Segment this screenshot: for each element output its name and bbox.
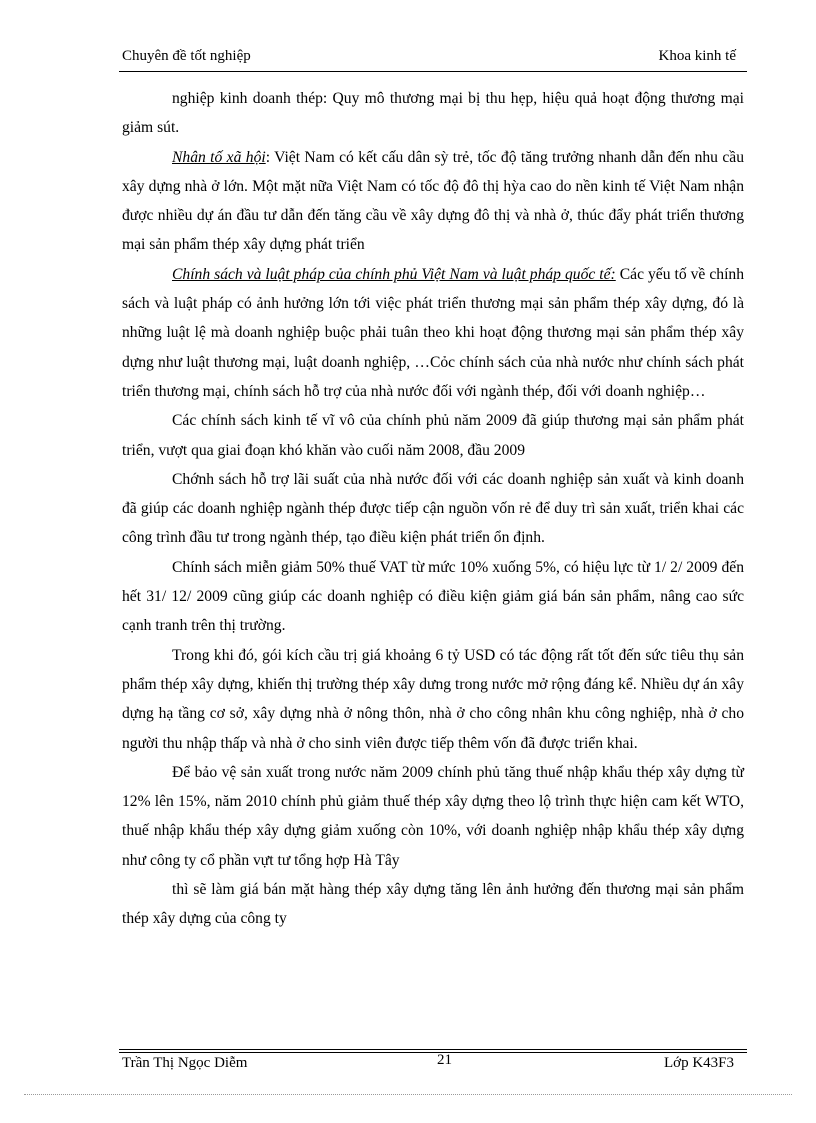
paragraph — [122, 758, 744, 875]
footer-rule-bottom — [119, 1052, 747, 1053]
page-header — [122, 48, 744, 70]
paragraph-text: nghiệp kinh doanh thép: Quy mô thương mại bị thu hẹp, hiệu quả hoạt động thương mại giảm sút. — [122, 90, 744, 137]
paragraph-text: Chính sách miễn giảm 50% thuế VAT từ mức 10% xuống 5%, có hiệu lực từ 1/ 2/ 2009 đến hết 31/ 12/ 2009 cũng giúp các doanh nghiệp có điều kiện giảm giá bán sản phẩm, nâng cao sức cạnh tranh trên thị trường. — [122, 558, 744, 635]
header-rule — [119, 71, 747, 72]
paragraph — [122, 406, 744, 465]
page-footer — [122, 1052, 744, 1077]
page-number: 21 — [437, 1052, 452, 1068]
header-right-text: Khoa kinh tế — [658, 48, 736, 64]
paragraph — [122, 641, 744, 758]
paragraph-text: : Việt Nam có kết cấu dân sỳ trẻ, tốc độ tăng trưởng nhanh dẫn đến nhu cầu xây dựng nhà ở lớn. Một mặt nữa Việt Nam có tốc độ đô thị hỳa cao do nền kinh tế Việt Nam nhận được nhiều dự án đầu tư dẫn đến tăng cầu về xây dựng đô thị và nhà ở, thúc đẩy phát triển thương mại sản phẩm thép xây dựng phát triển — [122, 148, 744, 254]
paragraph-text: Các chính sách kinh tế vĩ vô của chính phủ năm 2009 đã giúp thương mại sản phẩm phát triển, vượt qua giai đoạn khó khăn vào cuối năm 2008, đầu 2009 — [122, 412, 744, 459]
paragraph — [122, 465, 744, 553]
header-left-text: Chuyên đề tốt nghiệp — [122, 48, 251, 64]
paragraph — [122, 143, 744, 260]
paragraph-text: Chớnh sách hỗ trợ lãi suất của nhà nước đối với các doanh nghiệp sản xuất và kinh doanh đã giúp các doanh nghiệp ngành thép được tiếp cận nguồn vốn rẻ để duy trì sản xuất, triển khai các công trình đầu tư trong ngành thép, tạo điều kiện phát triển ổn định. — [122, 470, 744, 547]
paragraph — [122, 553, 744, 641]
paragraph-lead: Nhân tố xã hội — [172, 148, 266, 166]
paragraph — [122, 875, 744, 934]
paragraph — [122, 84, 744, 143]
paragraph-lead: Chính sách và luật pháp của chính phủ Việt Nam và luật pháp quốc tế: — [172, 265, 616, 283]
paragraph-text: Để bảo vệ sản xuất trong nước năm 2009 chính phủ tăng thuế nhập khẩu thép xây dựng từ 12% lên 15%, năm 2010 chính phủ giảm thuế thép xây dựng theo lộ trình thực hiện cam kết WTO, thuế nhập khẩu thép xây dựng giảm xuống còn 10%, với doanh nghiệp nhập khẩu thép xây dựng như công ty cổ phần vựt tư tổng hợp Hà Tây — [122, 763, 744, 869]
paragraph — [122, 260, 744, 406]
body-text — [122, 84, 744, 934]
page-boundary-divider — [24, 1094, 792, 1095]
paragraph-text: thì sẽ làm giá bán mặt hàng thép xây dựng tăng lên ảnh hưởng đến thương mại sản phẩm thép xây dựng của công ty — [122, 881, 744, 928]
footer-class: Lớp K43F3 — [663, 1055, 734, 1071]
footer-rule-top — [119, 1049, 747, 1050]
footer-author: Trần Thị Ngọc Diễm — [122, 1055, 248, 1071]
paragraph-text: Các yếu tố về chính sách và luật pháp có ảnh hưởng lớn tới việc phát triển thương mại sản phẩm thép xây dựng, đó là những luật lệ mà doanh nghiệp buộc phải tuân theo khi hoạt động thương mại sản phẩm thép xây dựng như luật thương mại, luật doanh nghiệp, …Cỏc chính sách của nhà nước như chính sách phát triển thương mại, chính sách hỗ trợ của nhà nước đối với ngành thép, đối với doanh nghiệp… — [122, 265, 744, 400]
paragraph-text: Trong khi đó, gói kích cầu trị giá khoảng 6 tỷ USD có tác động rất tốt đến sức tiêu thụ sản phẩm thép xây dựng, khiến thị trường thép xây dưng trong nước mở rộng đáng kể. Nhiều dự án xây dựng hạ tầng cơ sở, xây dựng nhà ở nông thôn, nhà ở cho công nhân khu công nghiệp, nhà ở cho người thu nhập thấp và nhà ở cho sinh viên được tiếp thêm vốn đã được triển khai. — [122, 646, 744, 752]
